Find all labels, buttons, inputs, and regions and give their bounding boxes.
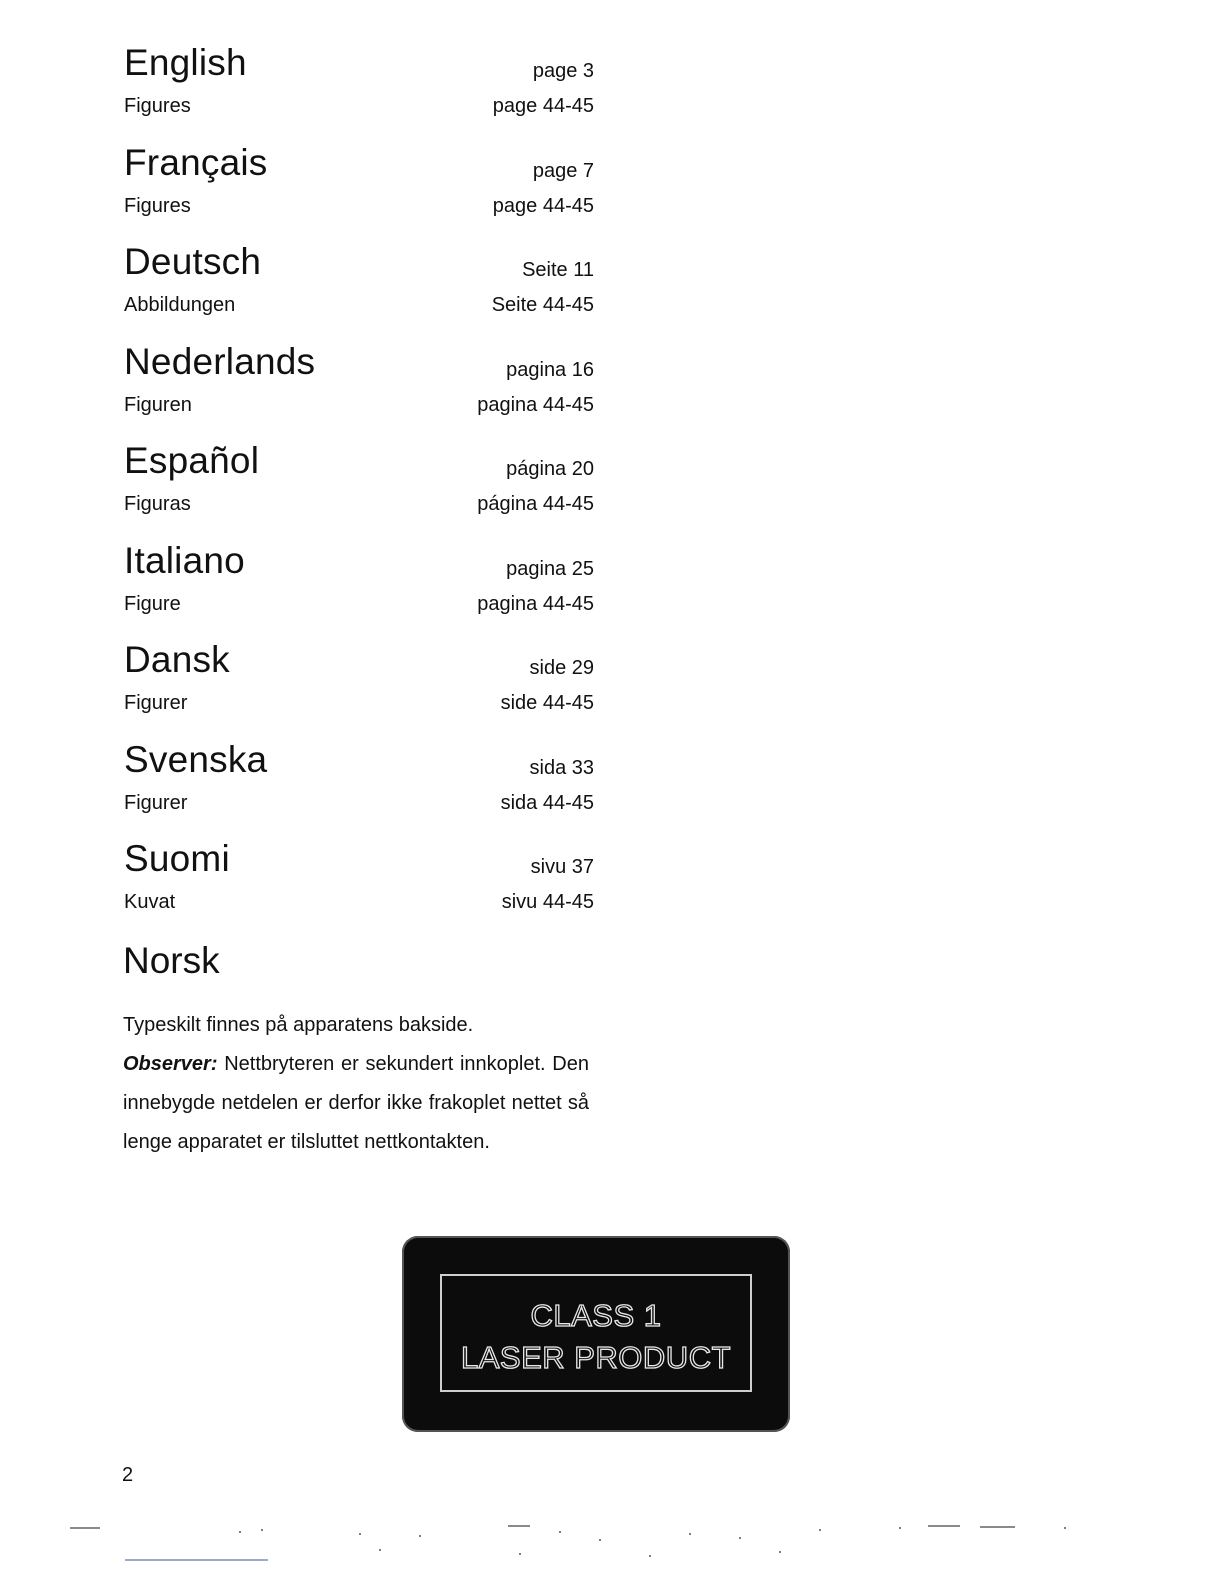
figures-label: Figuren xyxy=(124,393,192,416)
laser-class-label xyxy=(402,1236,790,1432)
laser-product-text: LASER PRODUCT xyxy=(460,1340,732,1375)
language-page: page 3 xyxy=(532,60,594,82)
figures-label: Abbildungen xyxy=(124,294,236,316)
figures-page: page 44-45 xyxy=(492,95,594,117)
language-name: Deutsch xyxy=(124,241,262,282)
figures-page: side 44-45 xyxy=(500,692,594,714)
toc-entry-suomi xyxy=(124,836,594,936)
figures-page: página 44-45 xyxy=(477,493,594,515)
toc-entry-english xyxy=(124,40,594,140)
language-name: Svenska xyxy=(124,738,268,780)
norsk-observer-note xyxy=(123,1045,589,1162)
language-name: Italiano xyxy=(124,539,245,581)
observer-text: Nettbryteren er sekundert innkoplet. Den innebygde netdelen er derfor ikke frakoplet nettet så lenge apparatet er tilsluttet nettkontakten. xyxy=(123,1053,589,1153)
toc-entry-francais xyxy=(124,140,594,240)
figures-label: Figurer xyxy=(124,791,188,814)
table-of-contents xyxy=(124,40,594,936)
language-name: Nederlands xyxy=(124,340,316,382)
language-name: Suomi xyxy=(124,838,230,879)
figures-page: Seite 44-45 xyxy=(491,294,594,316)
language-page: Seite 11 xyxy=(522,259,594,281)
norsk-typeplate-note: Typeskilt finnes på apparatens bakside. xyxy=(123,1014,474,1036)
toc-entry-nederlands xyxy=(124,339,594,439)
toc-entry-dansk xyxy=(124,637,594,737)
figures-page: pagina 44-45 xyxy=(477,592,594,615)
figures-label: Kuvat xyxy=(124,891,176,913)
figures-label: Figurer xyxy=(124,692,188,714)
figures-label: Figure xyxy=(124,592,181,615)
figures-page: sivu 44-45 xyxy=(501,891,594,913)
figures-page: sida 44-45 xyxy=(500,791,594,814)
language-name: English xyxy=(124,42,247,83)
toc-entry-deutsch xyxy=(124,239,594,339)
figures-label: Figures xyxy=(124,194,191,217)
language-page: pagina 16 xyxy=(506,358,594,381)
language-page: page 7 xyxy=(532,159,594,182)
language-page: side 29 xyxy=(529,657,594,679)
observer-label: Observer: xyxy=(123,1053,218,1075)
toc-entry-svenska xyxy=(124,737,594,837)
norsk-section xyxy=(123,940,589,1162)
figures-page: pagina 44-45 xyxy=(477,393,594,416)
figures-page: page 44-45 xyxy=(492,194,594,217)
laser-label-frame xyxy=(440,1274,752,1392)
language-page: sivu 37 xyxy=(530,856,594,878)
page-number: 2 xyxy=(122,1464,134,1486)
language-name: Dansk xyxy=(124,639,230,680)
language-page: sida 33 xyxy=(529,756,594,779)
language-name: Français xyxy=(124,141,268,183)
norsk-heading: Norsk xyxy=(123,940,220,981)
toc-entry-italiano xyxy=(124,538,594,638)
scan-noise xyxy=(0,1520,1224,1584)
figures-label: Figures xyxy=(124,95,191,117)
toc-entry-espanol xyxy=(124,438,594,538)
language-page: página 20 xyxy=(506,458,594,480)
language-name: Español xyxy=(124,440,260,481)
language-page: pagina 25 xyxy=(506,557,594,580)
laser-class-text: CLASS 1 xyxy=(530,1298,662,1333)
figures-label: Figuras xyxy=(124,493,191,515)
